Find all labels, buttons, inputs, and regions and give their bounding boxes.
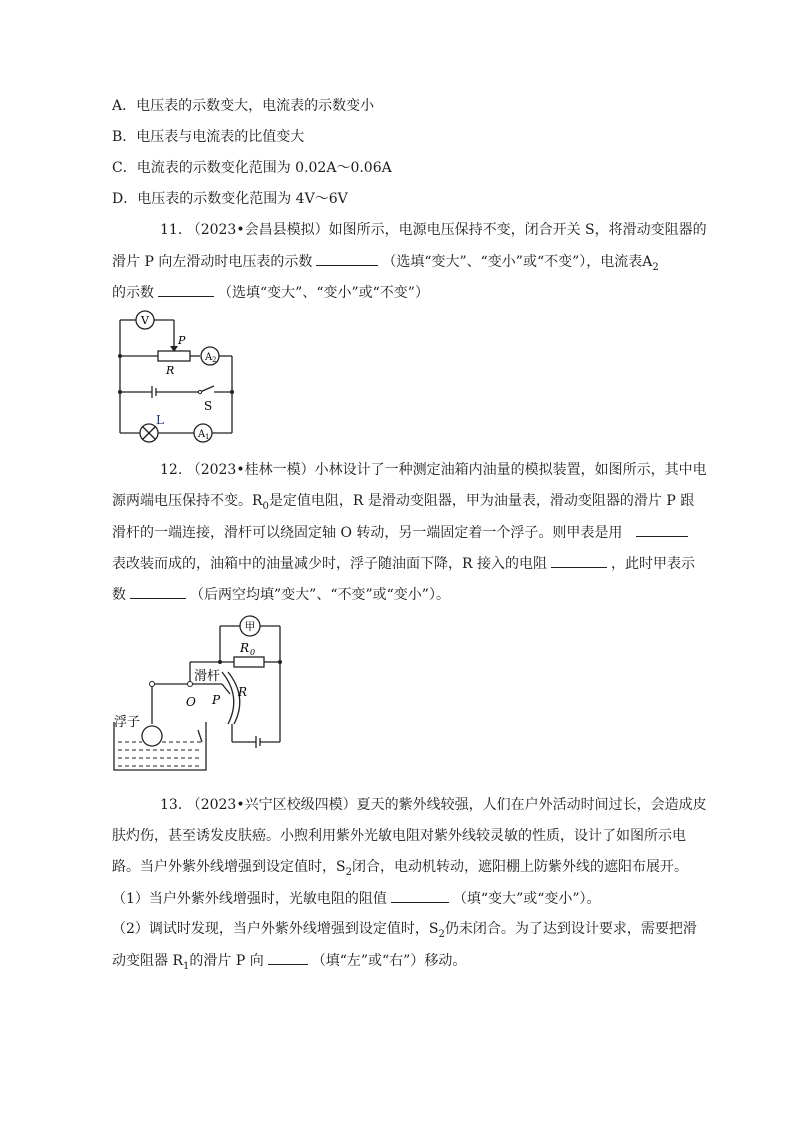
q13-text: 的滑片 P 向 (189, 953, 264, 969)
q13-line2: 肤灼伤，甚至诱发皮肤癌。小煦利用紫外光敏电阻对紫外线较灵敏的性质，设计了如图所示电 (112, 828, 686, 844)
float-icon (142, 726, 162, 746)
slider-label: P (212, 693, 221, 707)
q12-text: 表改装而成的，油箱中的油量减少时，浮子随油面下降，R 接入的电阻 (112, 556, 547, 572)
q13-blank-2[interactable] (268, 950, 308, 965)
q11-text: （选填“变大”、“变小”或“不变”），电流表A (382, 254, 653, 270)
pivot-label: O (186, 695, 196, 709)
q12-text: 源两端电压保持不变。R (112, 493, 263, 509)
q12-line4 (112, 553, 695, 574)
rheostat-icon (158, 351, 190, 361)
q12-blank-3[interactable] (130, 584, 186, 599)
q11-line3 (112, 282, 429, 303)
float-label: 浮子 (114, 715, 141, 730)
meter-label: 甲 (244, 620, 256, 633)
q13-subscript: 2 (438, 928, 445, 940)
arc-resistor-icon (222, 672, 234, 724)
q13-part2-cont (112, 950, 466, 977)
q12-line5 (112, 584, 450, 605)
q12-oil-gauge-diagram (110, 612, 310, 774)
r0-icon (234, 657, 264, 667)
option-b: B．电压表与电流表的比值变大 (112, 129, 305, 145)
switch-icon (200, 386, 214, 392)
pivot-icon (188, 682, 193, 687)
q13-part1 (112, 888, 601, 909)
q13-part2 (112, 919, 697, 945)
ammeter-a2-label: A (205, 352, 213, 363)
q11-text: （选填“变大”、“变小”或“不变”） (218, 285, 429, 301)
q12-blank-1[interactable] (636, 522, 688, 537)
q12-text: 数 (112, 587, 126, 603)
q11-line2 (112, 251, 659, 278)
resistor-label: R (166, 364, 175, 377)
q12-line1: 12. （2023•桂林一模）小林设计了一种测定油箱内油量的模拟装置，如图所示，其中电 (160, 462, 707, 478)
resistor-label: R (238, 685, 248, 699)
q12-text: 是定值电阻，R 是滑动变阻器，甲为油量表，滑动变阻器的滑片 P 跟 (268, 493, 695, 509)
q13-subscript: 1 (183, 960, 190, 972)
lever-label: 滑杆 (194, 669, 221, 684)
q13-text: 路。当户外紫外线增强到设定值时，S (112, 859, 346, 875)
q11-text: 的示数 (112, 285, 154, 301)
q13-text: 动变阻器 R (112, 953, 183, 969)
ammeter-a1-label: A (198, 429, 206, 440)
q11-circuit-diagram (112, 308, 242, 441)
q13-blank-1[interactable] (391, 888, 449, 903)
q12-text: 滑杆的一端连接，滑杆可以绕固定轴 O 转动，另一端固定着一个浮子。则甲表是用 (112, 525, 623, 541)
ammeter-a2-sub: 2 (212, 356, 217, 364)
q11-blank-1[interactable] (316, 251, 378, 266)
q13-text: （填“左”或“右”）移动。 (311, 953, 467, 969)
q12-text: （后两空均填”变大”、“不变”或“变小”）。 (190, 587, 450, 603)
q13-text: 闭合，电动机转动，遮阳棚上防紫外线的遮阳布展开。 (351, 859, 688, 875)
option-d: D．电压表的示数变化范围为 4V～6V (112, 191, 348, 207)
q12-line2 (112, 491, 694, 517)
q12-blank-2[interactable] (551, 553, 607, 568)
slider-label: P (178, 334, 186, 347)
q11-text: 滑片 P 向左滑动时电压表的示数 (112, 254, 313, 270)
q12-subscript: 0 (262, 500, 269, 512)
q11-line1: 11. （2023•会昌县模拟）如图所示，电源电压保持不变，闭合开关 S，将滑动变阻器的 (160, 222, 707, 238)
switch-label: S (204, 399, 213, 413)
q13-subscript: 2 (345, 866, 352, 878)
voltmeter-label: V (141, 314, 149, 327)
q13-line3 (112, 857, 688, 883)
q12-text: ，此时甲表示 (611, 556, 695, 572)
option-c: C．电流表的示数变化范围为 0.02A～0.06A (112, 160, 392, 176)
r0-sub: 0 (250, 648, 256, 657)
q11-subscript: 2 (652, 261, 659, 273)
q13-line1: 13. （2023•兴宁区校级四模）夏天的紫外线较强，人们在户外活动时间过长，会造成皮 (160, 797, 707, 813)
q13-text: （填“变大”或“变小”）。 (452, 891, 601, 907)
q11-blank-2[interactable] (158, 282, 214, 297)
ammeter-a1-sub: 1 (205, 433, 210, 441)
q13-text: （2）调试时发现，当户外紫外线增强到设定值时，S (112, 921, 439, 937)
r0-label: R (240, 641, 250, 655)
q13-text: 仍未闭合。为了达到设计要求，需要把滑 (444, 921, 697, 937)
q12-line3 (112, 522, 692, 543)
option-a: A．电压表的示数变大，电流表的示数变小 (112, 98, 375, 114)
q13-text: （1）当户外紫外线增强时，光敏电阻的阻值 (112, 891, 387, 907)
lamp-label: L (156, 413, 164, 427)
